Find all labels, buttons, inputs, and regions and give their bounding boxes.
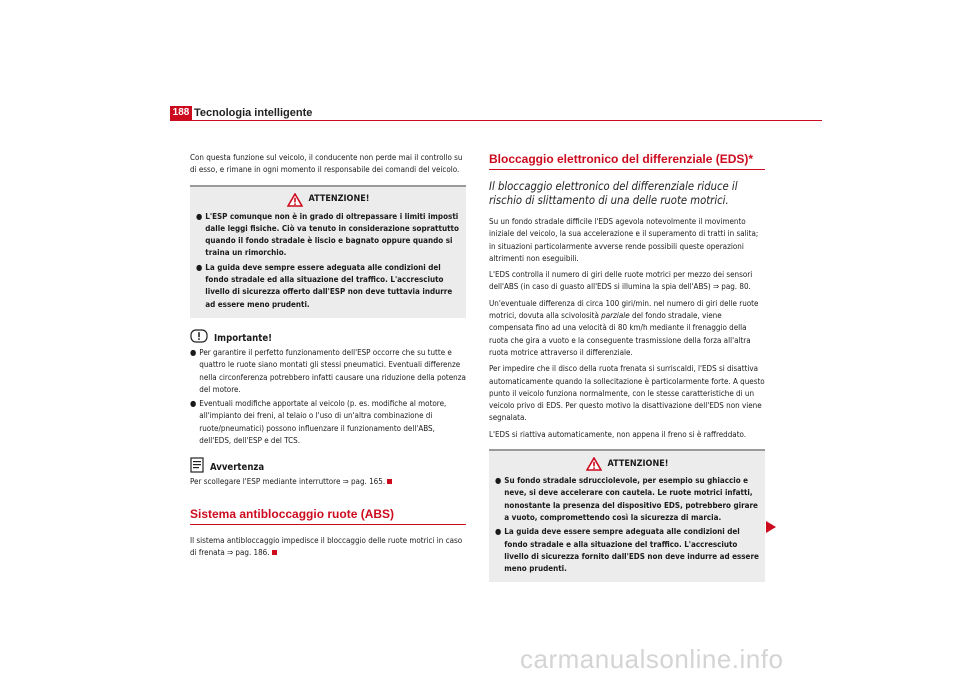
header-rule bbox=[170, 120, 822, 121]
eds-paragraph-4: Per impedire che il disco della ruota frenata si surriscaldi, l'EDS si disattiva automaticamente quando la sollecitazione è particolarmente forte. A questo punto il veicolo funziona normalmente, con le stesse caratteristiche di un veicolo privo di EDS. Per questo motivo la disattivazione dell'EDS non viene segnalata. bbox=[489, 364, 765, 423]
note-header bbox=[190, 457, 466, 473]
important-item bbox=[190, 347, 466, 396]
warning-item-text: La guida deve essere sempre adeguata alle condizioni del fondo stradale e alla situazione del traffico. L'accresciuto livello di sicurezza fornito dall'EDS non deve indurre ad essere meno prudenti. bbox=[504, 527, 759, 574]
note-title: Avvertenza bbox=[210, 462, 265, 474]
bullet-icon: ● bbox=[190, 347, 197, 357]
warning-box-esp bbox=[190, 185, 466, 318]
intro-paragraph: Con questa funzione sul veicolo, il conducente non perde mai il controllo su di esso, e rimane in ogni momento il responsabile dei comandi del veicolo. bbox=[190, 153, 463, 175]
eds-p3-text: del fondo stradale, viene compensata fino ad una velocità di 80 km/h mediante il frenaggio della ruota che gira a vuoto e la conseguente trasmissione della forza all'altra ruota motrice attraverso il differenziale. bbox=[489, 311, 751, 357]
end-marker-icon bbox=[272, 550, 277, 555]
warning-item bbox=[495, 475, 759, 524]
eds-paragraph-2: L'EDS controlla il numero di giri delle ruote motrici per mezzo dei sensori dell'ABS (in caso di guasto all'EDS si illumina la spia dell'ABS) ⇒ pag. 80. bbox=[489, 270, 753, 292]
bullet-icon: ● bbox=[495, 527, 502, 537]
bullet-icon: ● bbox=[190, 399, 197, 409]
page-number: 188 bbox=[170, 106, 192, 120]
eds-p3-text: Un'eventuale differenza di circa 100 giri/min. nel numero di giri delle ruote motrici, dovuta alla scivolosità bbox=[489, 298, 759, 321]
page-header-title: Tecnologia intelligente bbox=[194, 107, 313, 119]
end-marker-icon bbox=[387, 479, 392, 484]
important-item bbox=[190, 398, 466, 447]
warning-item bbox=[495, 526, 759, 575]
eds-paragraph-1: Su un fondo stradale difficile l'EDS agevola notevolmente il movimento iniziale del veicolo, la sua accelerazione e il superamento di tratti in salita; in situazioni particolarmente avverse rende possibili queste operazioni altrimenti non eseguibili. bbox=[489, 217, 759, 263]
warning-item-text: La guida deve sempre essere adeguata alle condizioni del fondo stradale ed alla situazione del traffico. L'accresciuto livello di sicurezza offerto dall'ESP non deve tuttavia indurre ad essere meno prudenti. bbox=[205, 262, 453, 309]
watermark: carmanualsonline.info bbox=[520, 644, 784, 674]
warning-item-text: Su fondo stradale sdrucciolevole, per esempio su ghiaccio e neve, si deve accelerare con cautela. Le ruote motrici infatti, nonostante la presenza del dispositivo EDS, potrebbero girare a vuoto, compromettendo così la sicurezza di marcia. bbox=[504, 476, 758, 522]
warning-header bbox=[196, 193, 460, 207]
note-document-icon bbox=[190, 457, 204, 473]
abs-text: Il sistema antibloccaggio impedisce il bloccaggio delle ruote motrici in caso di frenata ⇒ pag. 186. bbox=[190, 535, 463, 557]
bullet-icon: ● bbox=[495, 476, 502, 486]
section-subtitle: Il bloccaggio elettronico del differenziale riduce il rischio di slittamento di una delle ruote motrici. bbox=[489, 180, 738, 207]
bullet-icon: ● bbox=[196, 211, 203, 221]
bullet-icon: ● bbox=[196, 262, 203, 272]
right-column bbox=[489, 152, 765, 592]
warning-item bbox=[196, 262, 460, 311]
warning-box-eds bbox=[489, 449, 765, 582]
warning-triangle-icon bbox=[586, 457, 602, 471]
warning-title: ATTENZIONE! bbox=[308, 194, 370, 205]
section-title-abs: Sistema antibloccaggio ruote (ABS) bbox=[190, 507, 466, 525]
important-item-text: Per garantire il perfetto funzionamento dell'ESP occorre che su tutte e quattro le ruote siano montati gli stessi pneumatici. Eventuali differenze nella circonferenza potrebbero infatti causare una riduzione della potenza del motore. bbox=[199, 347, 466, 394]
important-header bbox=[190, 328, 466, 344]
caution-exclamation-icon bbox=[190, 329, 208, 343]
left-column bbox=[190, 152, 466, 563]
abs-paragraph bbox=[190, 535, 466, 560]
warning-header bbox=[495, 457, 759, 471]
warning-item bbox=[196, 211, 460, 260]
eds-p3-emphasis: parziale bbox=[601, 311, 630, 321]
warning-triangle-icon bbox=[287, 193, 303, 207]
eds-paragraph-3 bbox=[489, 298, 765, 359]
eds-paragraph-5: L'EDS si riattiva automaticamente, non appena il freno si è raffreddato. bbox=[489, 429, 747, 439]
warning-title: ATTENZIONE! bbox=[607, 458, 669, 469]
important-item-text: Eventuali modifiche apportate al veicolo (p. es. modifiche al motore, all'impianto dei freni, al telaio o l'uso di un'altra combinazione di ruote/pneumatici) possono influenzare il funzionamento dell'ABS, dell'EDS, dell'ESP e del TCS. bbox=[199, 399, 447, 446]
important-title: Importante! bbox=[214, 332, 273, 344]
continue-arrow-icon bbox=[766, 521, 776, 533]
section-title-eds: Bloccaggio elettronico del differenziale (EDS)* bbox=[489, 152, 765, 170]
note-text: Per scollegare l'ESP mediante interruttore ⇒ pag. 165. bbox=[190, 477, 386, 487]
note-paragraph bbox=[190, 476, 466, 488]
warning-item-text: L'ESP comunque non è in grado di oltrepassare i limiti imposti dalle leggi fisiche. Ciò va tenuto in considerazione soprattutto quando il fondo stradale è liscio e bagnato oppure quando si traina un rimorchio. bbox=[205, 211, 459, 258]
